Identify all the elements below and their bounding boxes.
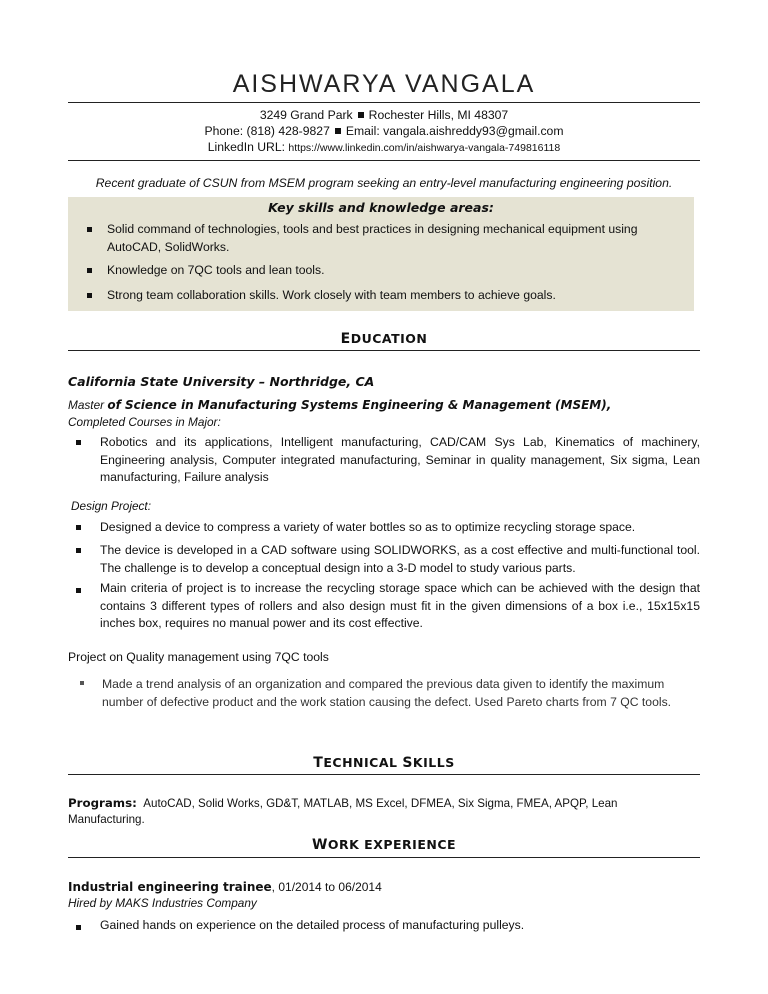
address-street: 3249 Grand Park: [259, 108, 353, 122]
linkedin-url[interactable]: https://www.linkedin.com/in/aishwarya-vangala-749816118: [288, 142, 561, 154]
degree: of Science in Manufacturing Systems Engineering & Management (MSEM),: [107, 398, 612, 412]
programs-line: [68, 796, 648, 827]
quality-project-label: Project on Quality management using 7QC tools: [68, 650, 329, 664]
design-item: The device is developed in a CAD software using SOLIDWORKS, as a cost effective and multi-functional tool. The challenge is to develop a conceptual design into a 3-D model to study various parts.: [100, 543, 700, 575]
bullet-icon: [76, 548, 81, 553]
bullet-icon: [87, 293, 92, 298]
work-experience-rule: [68, 857, 700, 858]
technical-skills-rule: [68, 774, 700, 775]
key-skill-item: Strong team collaboration skills. Work closely with team members to achieve goals.: [107, 288, 556, 302]
school-name: California State University – Northridge, CA: [68, 374, 375, 389]
bullet-icon: [87, 268, 92, 273]
bullet-icon: [80, 681, 84, 685]
design-item: Main criteria of project is to increase the recycling storage space which can be achieved with the design that contains 3 different types of rollers and also design must fit in the given dimensions of a box i.e., 15x15x15 inches box, requires no manual power and its cost effective.: [100, 581, 700, 630]
bullet-icon: [76, 525, 81, 530]
degree-prefix: Master: [68, 398, 108, 412]
candidate-name: AISHWARYA VANGALA: [232, 70, 536, 98]
address-line: [68, 107, 700, 124]
header-bottom-rule: [68, 160, 700, 161]
linkedin-line: [68, 139, 700, 157]
education-rule: [68, 350, 700, 351]
design-project-label: Design Project:: [71, 499, 151, 513]
phone: Phone: (818) 428-9827: [204, 124, 330, 138]
company: Hired by MAKS Industries Company: [68, 896, 257, 910]
header-rule: [68, 102, 700, 103]
degree-line: [68, 396, 708, 414]
work-experience-heading: WORK EXPERIENCE: [311, 837, 457, 853]
quality-project-item: Made a trend analysis of an organization and compared the previous data given to identify the maximum number of defective product and the work station causing the defect. Used Pareto charts from 7 QC tools.: [102, 677, 672, 709]
bullet-icon: [76, 925, 81, 930]
programs-list: AutoCAD, Solid Works, GD&T, MATLAB, MS Excel, DFMEA, Six Sigma, FMEA, APQP, Lean Manufacturing.: [68, 797, 618, 826]
design-item: Designed a device to compress a variety of water bottles so as to optimize recycling storage space.: [100, 520, 636, 534]
objective: Recent graduate of CSUN from MSEM program seeking an entry-level manufacturing engineering position.: [95, 176, 673, 190]
work-item: Gained hands on experience on the detailed process of manufacturing pulleys.: [100, 918, 525, 932]
phone-email-line: [68, 123, 700, 140]
separator-square-icon: [358, 112, 364, 118]
bullet-icon: [76, 588, 81, 593]
address-city: Rochester Hills, MI 48307: [368, 108, 509, 122]
programs-label: Programs:: [68, 796, 137, 810]
email[interactable]: Email: vangala.aishreddy93@gmail.com: [345, 124, 564, 138]
courses-list: Robotics and its applications, Intelligent manufacturing, CAD/CAM Sys Lab, Kinematics of machinery, Engineering analysis, Computer integrated manufacturing, Seminar in quality management, Six sigma, Lean manufacturing, Failure analysis: [100, 435, 700, 484]
job-title-line: [68, 878, 382, 896]
key-skills-title: Key skills and knowledge areas:: [268, 200, 494, 215]
bullet-icon: [76, 440, 81, 445]
job-dates: , 01/2014 to 06/2014: [271, 880, 382, 894]
key-skill-item: Solid command of technologies, tools and best practices in designing mechanical equipment using AutoCAD, SolidWorks.: [107, 222, 638, 254]
education-heading: EDUCATION: [340, 331, 428, 347]
linkedin-label: LinkedIn URL:: [207, 140, 286, 154]
separator-square-icon: [335, 128, 341, 134]
job-title: Industrial engineering trainee: [68, 880, 272, 894]
technical-skills-heading: TECHNICAL SKILLS: [313, 755, 455, 771]
bullet-icon: [87, 227, 92, 232]
courses-label: Completed Courses in Major:: [68, 415, 221, 429]
key-skill-item: Knowledge on 7QC tools and lean tools.: [107, 263, 325, 277]
